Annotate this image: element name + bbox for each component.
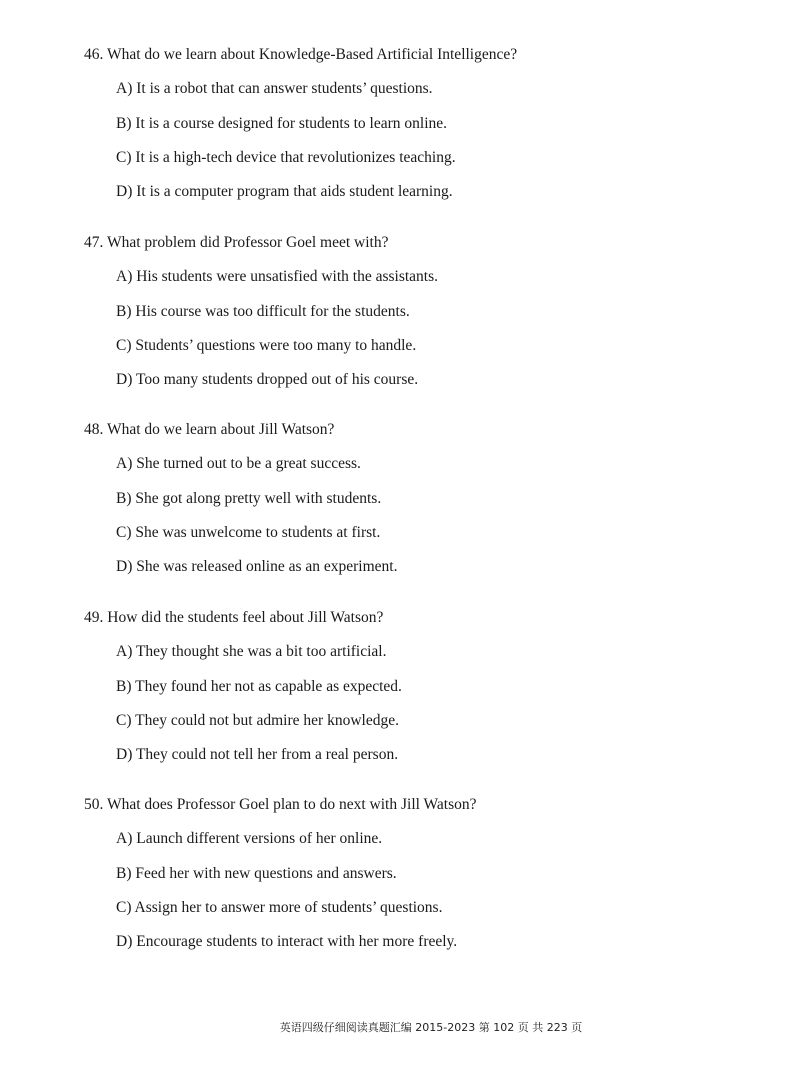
- question-48: [84, 420, 764, 577]
- option-c: C) It is a high-tech device that revolutionizes teaching.: [116, 148, 456, 166]
- question-stem: 47. What problem did Professor Goel meet with?: [84, 234, 389, 251]
- question-50: [84, 795, 764, 952]
- question-stem: 50. What does Professor Goel plan to do next with Jill Watson?: [84, 796, 477, 813]
- option-d: D) It is a computer program that aids student learning.: [116, 183, 453, 201]
- option-a: A) They thought she was a bit too artificial.: [116, 643, 387, 661]
- option-d: D) Encourage students to interact with her more freely.: [116, 933, 458, 951]
- question-stem: 49. How did the students feel about Jill Watson?: [84, 609, 384, 626]
- option-a: A) His students were unsatisfied with the assistants.: [116, 268, 439, 286]
- option-c: C) Students’ questions were too many to handle.: [116, 336, 417, 354]
- question-stem: 48. What do we learn about Jill Watson?: [84, 421, 335, 438]
- option-b: B) His course was too difficult for the students.: [116, 302, 410, 320]
- option-b: B) They found her not as capable as expected.: [116, 677, 402, 695]
- option-a: A) Launch different versions of her online.: [116, 830, 383, 848]
- option-b: B) She got along pretty well with students.: [116, 489, 382, 507]
- question-stem: 46. What do we learn about Knowledge-Based Artificial Intelligence?: [84, 46, 518, 63]
- option-c: C) She was unwelcome to students at first.: [116, 523, 381, 541]
- option-b: B) It is a course designed for students to learn online.: [116, 114, 448, 132]
- option-b: B) Feed her with new questions and answers.: [116, 864, 397, 882]
- option-d: D) They could not tell her from a real person.: [116, 746, 399, 764]
- option-c: C) They could not but admire her knowledge.: [116, 711, 399, 729]
- question-47: [84, 233, 764, 390]
- option-c: C) Assign her to answer more of students’ questions.: [116, 898, 443, 916]
- question-46: [84, 45, 764, 202]
- option-d: D) She was released online as an experiment.: [116, 558, 398, 576]
- option-a: A) She turned out to be a great success.: [116, 455, 361, 473]
- option-a: A) It is a robot that can answer students’ questions.: [116, 80, 433, 98]
- option-d: D) Too many students dropped out of his course.: [116, 371, 419, 389]
- page-footer: 英语四级仔细阅读真题汇编 2015-2023 第 102 页 共 223 页: [279, 1021, 583, 1034]
- question-49: [84, 608, 764, 765]
